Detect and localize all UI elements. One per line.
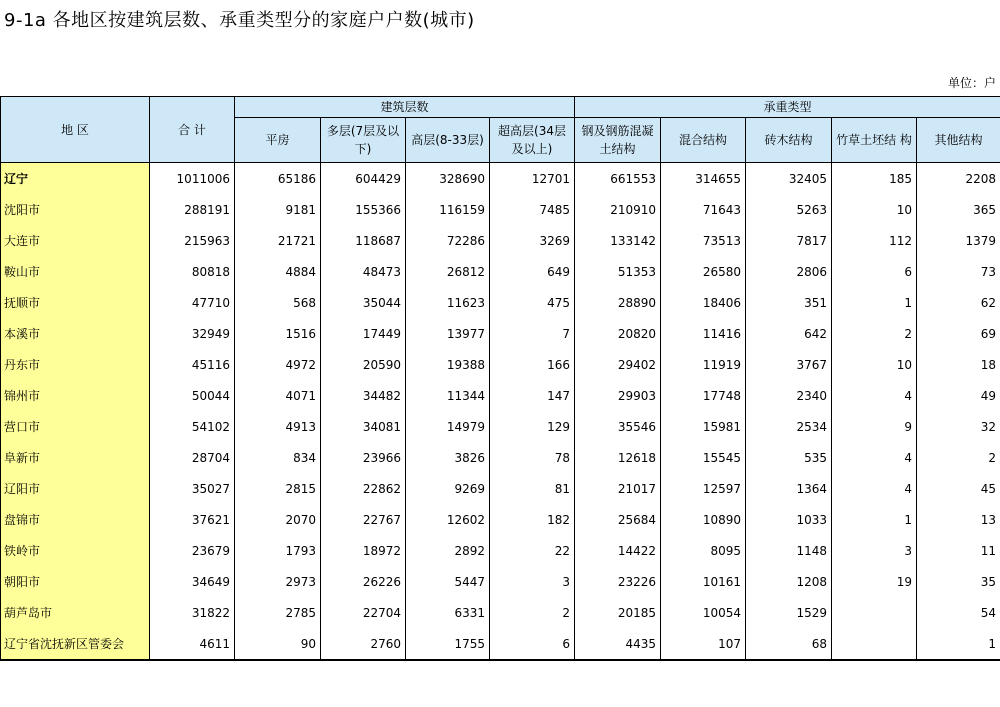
total-cell: 80818 — [150, 256, 235, 287]
value-cell: 20590 — [321, 349, 406, 380]
value-cell: 18972 — [321, 535, 406, 566]
header-total: 合 计 — [150, 97, 235, 163]
value-cell: 4 — [832, 380, 917, 411]
value-cell: 5263 — [746, 194, 832, 225]
value-cell: 3826 — [406, 442, 490, 473]
value-cell: 4435 — [575, 628, 661, 660]
value-cell: 29903 — [575, 380, 661, 411]
region-cell: 本溪市 — [1, 318, 150, 349]
region-cell: 辽阳市 — [1, 473, 150, 504]
value-cell: 1793 — [235, 535, 321, 566]
value-cell: 90 — [235, 628, 321, 660]
value-cell: 3 — [490, 566, 575, 597]
header-floors-bungalow: 平房 — [235, 118, 321, 163]
data-table — [0, 96, 1000, 661]
value-cell: 3 — [832, 535, 917, 566]
value-cell: 4972 — [235, 349, 321, 380]
value-cell: 34482 — [321, 380, 406, 411]
value-cell: 12701 — [490, 163, 575, 195]
table-row — [1, 628, 1000, 660]
total-cell: 50044 — [150, 380, 235, 411]
value-cell: 12618 — [575, 442, 661, 473]
value-cell: 18406 — [661, 287, 746, 318]
value-cell: 328690 — [406, 163, 490, 195]
value-cell: 14979 — [406, 411, 490, 442]
value-cell: 535 — [746, 442, 832, 473]
value-cell: 6 — [832, 256, 917, 287]
total-cell: 47710 — [150, 287, 235, 318]
table-row — [1, 287, 1000, 318]
value-cell: 26226 — [321, 566, 406, 597]
value-cell: 1516 — [235, 318, 321, 349]
value-cell: 475 — [490, 287, 575, 318]
value-cell: 834 — [235, 442, 321, 473]
value-cell: 21017 — [575, 473, 661, 504]
value-cell: 1148 — [746, 535, 832, 566]
total-cell: 35027 — [150, 473, 235, 504]
value-cell: 23226 — [575, 566, 661, 597]
value-cell: 2208 — [917, 163, 1000, 195]
value-cell: 29402 — [575, 349, 661, 380]
region-cell: 葫芦岛市 — [1, 597, 150, 628]
value-cell: 11 — [917, 535, 1000, 566]
value-cell: 14422 — [575, 535, 661, 566]
region-cell: 锦州市 — [1, 380, 150, 411]
total-cell: 1011006 — [150, 163, 235, 195]
value-cell: 3767 — [746, 349, 832, 380]
value-cell: 116159 — [406, 194, 490, 225]
value-cell: 22 — [490, 535, 575, 566]
value-cell: 147 — [490, 380, 575, 411]
region-cell: 营口市 — [1, 411, 150, 442]
value-cell: 10054 — [661, 597, 746, 628]
value-cell: 71643 — [661, 194, 746, 225]
header-structure-steel-concrete: 钢及钢筋混凝土结构 — [575, 118, 661, 163]
value-cell: 11416 — [661, 318, 746, 349]
table-row — [1, 194, 1000, 225]
value-cell: 34081 — [321, 411, 406, 442]
value-cell: 10161 — [661, 566, 746, 597]
table-row — [1, 349, 1000, 380]
value-cell: 10 — [832, 194, 917, 225]
value-cell: 4913 — [235, 411, 321, 442]
value-cell: 11919 — [661, 349, 746, 380]
value-cell: 1033 — [746, 504, 832, 535]
value-cell: 35044 — [321, 287, 406, 318]
value-cell: 2 — [917, 442, 1000, 473]
value-cell: 62 — [917, 287, 1000, 318]
value-cell: 6 — [490, 628, 575, 660]
value-cell: 35 — [917, 566, 1000, 597]
value-cell: 185 — [832, 163, 917, 195]
value-cell: 4071 — [235, 380, 321, 411]
header-structure-other: 其他结构 — [917, 118, 1000, 163]
value-cell: 8095 — [661, 535, 746, 566]
value-cell: 19 — [832, 566, 917, 597]
value-cell: 4 — [832, 473, 917, 504]
value-cell: 2534 — [746, 411, 832, 442]
value-cell: 19388 — [406, 349, 490, 380]
total-cell: 4611 — [150, 628, 235, 660]
total-cell: 54102 — [150, 411, 235, 442]
page-title: 9-1a 各地区按建筑层数、承重类型分的家庭户户数(城市) — [4, 10, 475, 31]
table-row — [1, 318, 1000, 349]
value-cell: 314655 — [661, 163, 746, 195]
value-cell: 1 — [832, 287, 917, 318]
value-cell: 9 — [832, 411, 917, 442]
value-cell: 12602 — [406, 504, 490, 535]
value-cell: 365 — [917, 194, 1000, 225]
value-cell: 15545 — [661, 442, 746, 473]
value-cell: 49 — [917, 380, 1000, 411]
total-cell: 45116 — [150, 349, 235, 380]
value-cell: 1 — [917, 628, 1000, 660]
value-cell: 1208 — [746, 566, 832, 597]
value-cell: 2340 — [746, 380, 832, 411]
value-cell: 2785 — [235, 597, 321, 628]
value-cell: 118687 — [321, 225, 406, 256]
total-cell: 215963 — [150, 225, 235, 256]
value-cell: 68 — [746, 628, 832, 660]
value-cell: 73 — [917, 256, 1000, 287]
region-cell: 辽宁省沈抚新区管委会 — [1, 628, 150, 660]
value-cell: 2070 — [235, 504, 321, 535]
table-row — [1, 597, 1000, 628]
region-cell: 铁岭市 — [1, 535, 150, 566]
value-cell: 642 — [746, 318, 832, 349]
value-cell: 129 — [490, 411, 575, 442]
value-cell: 65186 — [235, 163, 321, 195]
region-cell: 辽宁 — [1, 163, 150, 195]
value-cell: 166 — [490, 349, 575, 380]
value-cell: 112 — [832, 225, 917, 256]
value-cell: 22767 — [321, 504, 406, 535]
value-cell: 78 — [490, 442, 575, 473]
total-cell: 31822 — [150, 597, 235, 628]
region-cell: 抚顺市 — [1, 287, 150, 318]
value-cell: 48473 — [321, 256, 406, 287]
value-cell: 4 — [832, 442, 917, 473]
value-cell: 4884 — [235, 256, 321, 287]
total-cell: 23679 — [150, 535, 235, 566]
value-cell: 1755 — [406, 628, 490, 660]
value-cell: 13 — [917, 504, 1000, 535]
value-cell: 210910 — [575, 194, 661, 225]
table-row — [1, 442, 1000, 473]
value-cell: 2806 — [746, 256, 832, 287]
header-structure-mixed: 混合结构 — [661, 118, 746, 163]
value-cell: 2815 — [235, 473, 321, 504]
value-cell: 1529 — [746, 597, 832, 628]
value-cell: 661553 — [575, 163, 661, 195]
region-cell: 阜新市 — [1, 442, 150, 473]
value-cell: 81 — [490, 473, 575, 504]
table-row — [1, 411, 1000, 442]
value-cell: 25684 — [575, 504, 661, 535]
region-cell: 鞍山市 — [1, 256, 150, 287]
region-cell: 朝阳市 — [1, 566, 150, 597]
value-cell: 35546 — [575, 411, 661, 442]
header-floors-highrise: 高层(8-33层) — [406, 118, 490, 163]
value-cell: 1 — [832, 504, 917, 535]
value-cell: 2892 — [406, 535, 490, 566]
table-row — [1, 566, 1000, 597]
value-cell: 20185 — [575, 597, 661, 628]
value-cell: 22862 — [321, 473, 406, 504]
header-floors-superhighrise: 超高层(34层及以上) — [490, 118, 575, 163]
value-cell — [832, 597, 917, 628]
value-cell: 73513 — [661, 225, 746, 256]
value-cell: 13977 — [406, 318, 490, 349]
value-cell: 45 — [917, 473, 1000, 504]
value-cell: 12597 — [661, 473, 746, 504]
value-cell: 155366 — [321, 194, 406, 225]
value-cell: 649 — [490, 256, 575, 287]
value-cell: 7 — [490, 318, 575, 349]
value-cell: 568 — [235, 287, 321, 318]
value-cell: 133142 — [575, 225, 661, 256]
region-cell: 沈阳市 — [1, 194, 150, 225]
total-cell: 288191 — [150, 194, 235, 225]
value-cell: 2 — [490, 597, 575, 628]
value-cell: 9269 — [406, 473, 490, 504]
value-cell: 1364 — [746, 473, 832, 504]
value-cell — [832, 628, 917, 660]
value-cell: 32405 — [746, 163, 832, 195]
value-cell: 69 — [917, 318, 1000, 349]
total-cell: 28704 — [150, 442, 235, 473]
value-cell: 20820 — [575, 318, 661, 349]
value-cell: 10 — [832, 349, 917, 380]
value-cell: 26812 — [406, 256, 490, 287]
value-cell: 51353 — [575, 256, 661, 287]
table-row — [1, 163, 1000, 195]
value-cell: 2760 — [321, 628, 406, 660]
total-cell: 34649 — [150, 566, 235, 597]
value-cell: 54 — [917, 597, 1000, 628]
value-cell: 17449 — [321, 318, 406, 349]
value-cell: 351 — [746, 287, 832, 318]
header-region: 地 区 — [1, 97, 150, 163]
value-cell: 2 — [832, 318, 917, 349]
value-cell: 7817 — [746, 225, 832, 256]
total-cell: 32949 — [150, 318, 235, 349]
value-cell: 11344 — [406, 380, 490, 411]
value-cell: 2973 — [235, 566, 321, 597]
header-structure-brick-wood: 砖木结构 — [746, 118, 832, 163]
value-cell: 22704 — [321, 597, 406, 628]
value-cell: 3269 — [490, 225, 575, 256]
header-group-floors: 建筑层数 — [235, 97, 575, 118]
table-row — [1, 256, 1000, 287]
value-cell: 18 — [917, 349, 1000, 380]
region-cell: 盘锦市 — [1, 504, 150, 535]
value-cell: 17748 — [661, 380, 746, 411]
value-cell: 26580 — [661, 256, 746, 287]
value-cell: 5447 — [406, 566, 490, 597]
value-cell: 7485 — [490, 194, 575, 225]
value-cell: 72286 — [406, 225, 490, 256]
value-cell: 32 — [917, 411, 1000, 442]
unit-label: 单位：户 — [947, 76, 996, 90]
value-cell: 28890 — [575, 287, 661, 318]
table-row — [1, 380, 1000, 411]
value-cell: 21721 — [235, 225, 321, 256]
region-cell: 丹东市 — [1, 349, 150, 380]
value-cell: 15981 — [661, 411, 746, 442]
table-row — [1, 504, 1000, 535]
table-row — [1, 473, 1000, 504]
value-cell: 107 — [661, 628, 746, 660]
header-group-structure: 承重类型 — [575, 97, 1000, 118]
value-cell: 182 — [490, 504, 575, 535]
value-cell: 1379 — [917, 225, 1000, 256]
value-cell: 23966 — [321, 442, 406, 473]
header-floors-multistory: 多层(7层及以下) — [321, 118, 406, 163]
total-cell: 37621 — [150, 504, 235, 535]
value-cell: 604429 — [321, 163, 406, 195]
region-cell: 大连市 — [1, 225, 150, 256]
value-cell: 10890 — [661, 504, 746, 535]
table-row — [1, 225, 1000, 256]
value-cell: 6331 — [406, 597, 490, 628]
value-cell: 11623 — [406, 287, 490, 318]
header-structure-bamboo-adobe: 竹草土坯结 构 — [832, 118, 917, 163]
table-row — [1, 535, 1000, 566]
value-cell: 9181 — [235, 194, 321, 225]
